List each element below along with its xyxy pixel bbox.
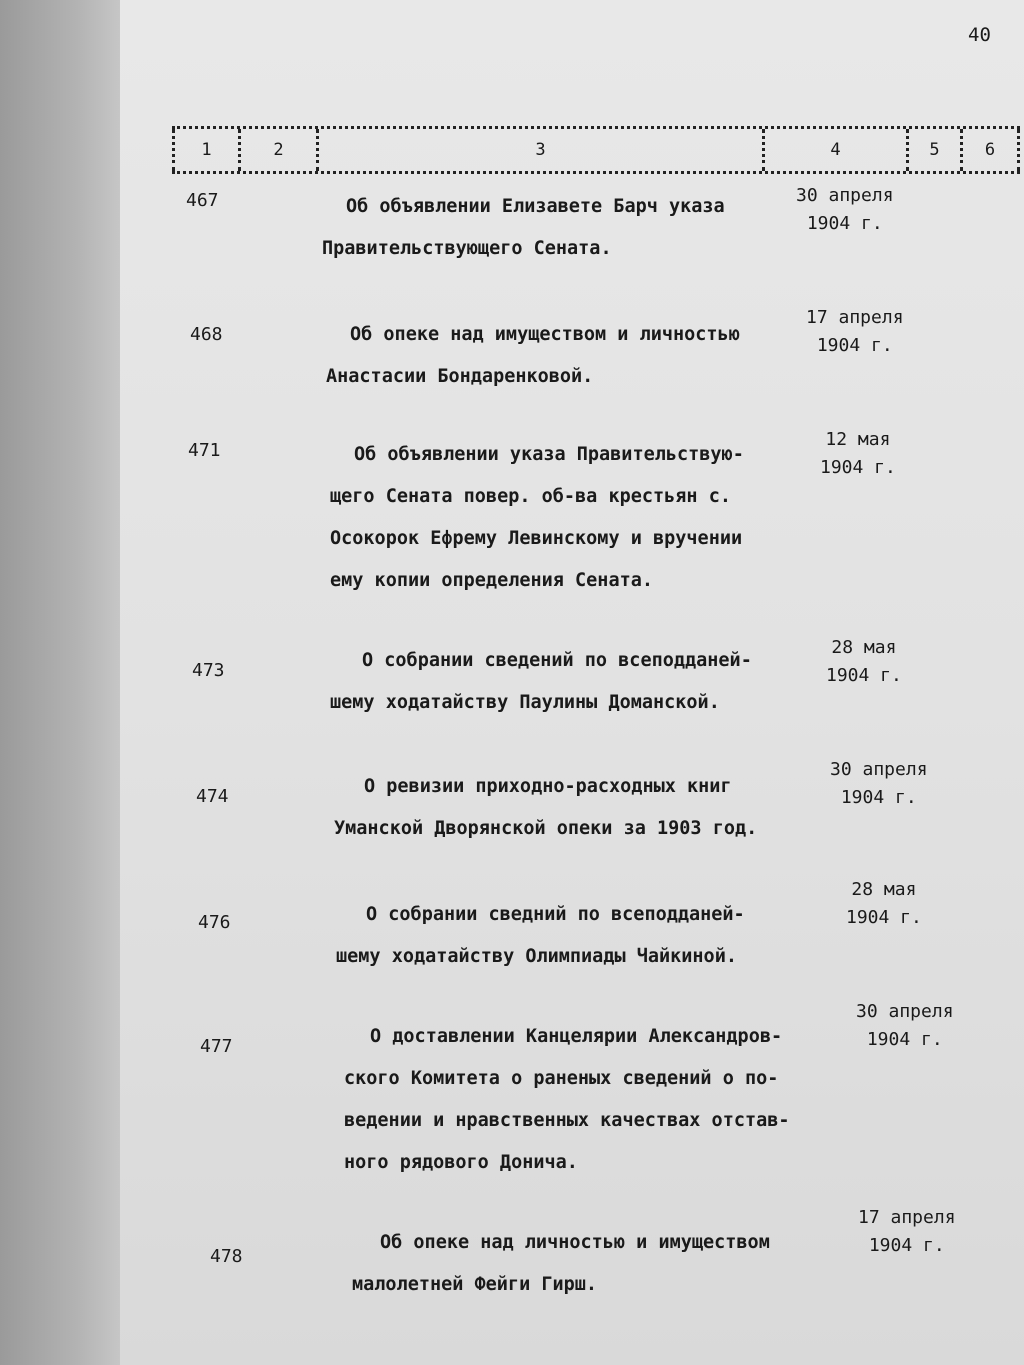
entry-line: Об опеке над имуществом и личностью [350,324,740,345]
entry-line: Об опеке над личностью и имуществом [380,1232,770,1253]
entry-line: щего Сената повер. об-ва крестьян с. [330,486,731,507]
entry-date-year: 1904 г. [868,1235,945,1256]
entry-date [856,998,954,1054]
entry-date [858,1204,956,1260]
entry-description [344,1016,790,1184]
entry-number: 467 [186,190,219,211]
entry-date-year: 1904 г. [826,665,902,686]
entry-date [830,756,928,812]
column-header-2: 2 [238,129,316,171]
entry-description [330,434,744,602]
entry-description [352,1222,770,1306]
entry-number: 471 [188,440,221,461]
column-header-row [172,126,1020,174]
entry-date-year: 1904 г. [846,907,922,928]
entry-date [796,182,894,238]
column-header-1: 1 [172,129,238,171]
entry-date-day: 30 апреля [830,759,928,780]
entry-date [820,426,896,482]
entry-number: 468 [190,324,223,345]
entry-line: Об объявлении Елизавете Барч указа [346,196,725,217]
column-header-5: 5 [906,129,960,171]
entry-line: О ревизии приходно-расходных книг [364,776,732,797]
entry-description [336,894,745,978]
entry-number: 477 [200,1036,233,1057]
entry-number: 474 [196,786,229,807]
entry-date-day: 30 апреля [856,1001,954,1022]
entry-number: 476 [198,912,231,933]
page-number: 40 [968,24,991,46]
entry-date-year: 1904 г. [840,787,917,808]
entry-line: О доставлении Канцелярии Александров- [370,1026,783,1047]
entry-line: ему копии определения Сената. [330,570,654,591]
entry-date-day: 12 мая [825,429,891,450]
entry-date-year: 1904 г. [866,1029,943,1050]
entry-description [326,314,740,398]
entry-line: Осокорок Ефрему Левинскому и вручении [330,528,743,549]
entry-date-day: 17 апреля [858,1207,956,1228]
entry-date-year: 1904 г. [820,457,896,478]
entry-line: шему ходатайству Олимпиады Чайкиной. [336,946,737,967]
entry-date-year: 1904 г. [806,213,883,234]
entry-line: ведении и нравственных качествах отстав- [344,1110,790,1131]
entry-description [322,186,725,270]
entry-line: ного рядового Донича. [344,1152,578,1173]
entry-date-day: 30 апреля [796,185,894,206]
entry-date [846,876,922,932]
entry-number: 473 [192,660,225,681]
entry-date-year: 1904 г. [816,335,893,356]
entry-line: Правительствующего Сената. [322,238,612,259]
column-header-4: 4 [762,129,906,171]
entry-date-day: 28 мая [831,637,897,658]
column-header-3: 3 [316,129,762,171]
entry-line: Анастасии Бондаренковой. [326,366,594,387]
entry-line: ского Комитета о раненых сведений о по- [344,1068,779,1089]
entry-line: Об объявлении указа Правительствую- [354,444,744,465]
entry-line: О собрании сведений по всеподданей- [362,650,752,671]
entry-date [806,304,904,360]
entry-date [826,634,902,690]
entry-date-day: 28 мая [851,879,917,900]
entry-line: шему ходатайству Паулины Доманской. [330,692,720,713]
entry-line: О собрании сведний по всеподданей- [366,904,745,925]
entry-date-day: 17 апреля [806,307,904,328]
column-header-6: 6 [960,129,1020,171]
entry-number: 478 [210,1246,243,1267]
entry-line: малолетней Фейги Гирш. [352,1274,598,1295]
entry-description [330,640,752,724]
book-spine-shadow [0,0,140,1365]
entry-description [334,766,757,850]
entry-line: Уманской Дворянской опеки за 1903 год. [334,818,758,839]
